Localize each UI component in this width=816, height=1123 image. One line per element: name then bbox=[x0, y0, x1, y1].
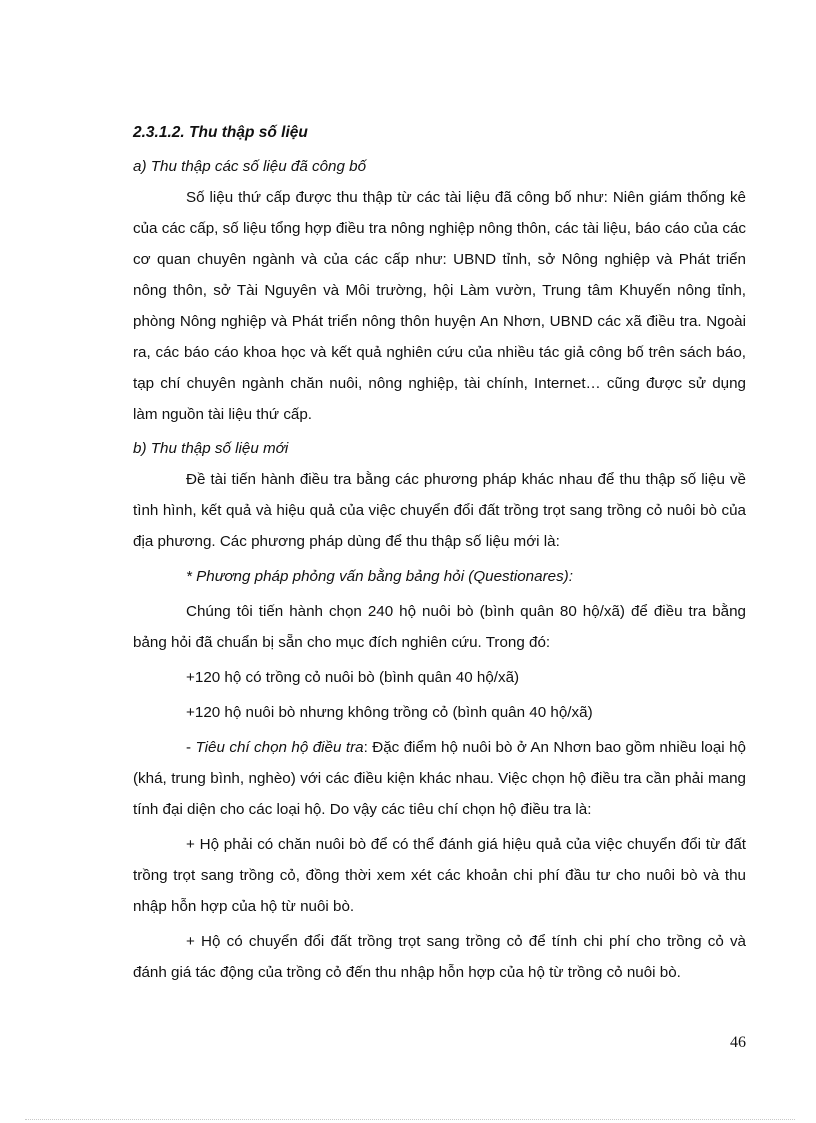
section-heading: 2.3.1.2. Thu thập số liệu bbox=[133, 124, 308, 141]
list-item-grass-households: +120 hộ có trồng cỏ nuôi bò (bình quân 40 hộ/xã) bbox=[186, 669, 520, 686]
paragraph-secondary-data: Số liệu thứ cấp được thu thập từ các tài liệu đã công bố như: Niên giám thống kê của các cấp, số liệu tổng hợp điều tra nông nghiệp nông thôn, các tài liệu, báo cáo của các cơ quan chuyên ngành và của các cấp như: UBND tỉnh, sở Nông nghiệp và Phát triển nông thôn, sở Tài Nguyên và Môi trường, hội Làm vườn, Trung tâm Khuyến nông tỉnh, phòng Nông nghiệp và Phát triển nông thôn huyện An Nhơn, UBND các xã điều tra. Ngoài ra, các báo cáo khoa học và kết quả nghiên cứu của nhiều tác giả công bố trên sách báo, tạp chí chuyên ngành chăn nuôi, nông nghiệp, tài chính, Internet… cũng được sử dụng làm nguồn tài liệu thứ cấp. bbox=[133, 189, 746, 423]
method-title: * Phương pháp phỏng vấn bằng bảng hỏi (Questionares): bbox=[186, 568, 573, 585]
criterion-1: + Hộ phải có chăn nuôi bò để có thể đánh giá hiệu quả của việc chuyển đổi từ đất trồng trọt sang trồng cỏ, đồng thời xem xét các khoản chi phí đầu tư cho nuôi bò và thu nhập hỗn hợp của hộ từ nuôi bò. bbox=[133, 836, 746, 915]
footer-divider bbox=[25, 1119, 795, 1120]
page-body bbox=[133, 118, 746, 988]
page-number: 46 bbox=[730, 1034, 746, 1051]
subsection-a-title: a) Thu thập các số liệu đã công bố bbox=[133, 158, 367, 175]
criteria-label: Tiêu chí chọn hộ điều tra bbox=[195, 739, 364, 756]
paragraph-method: Chúng tôi tiến hành chọn 240 hộ nuôi bò (bình quân 80 hộ/xã) để điều tra bằng bảng hỏi đã chuẩn bị sẵn cho mục đích nghiên cứu. Trong đó: bbox=[133, 603, 746, 651]
paragraph-new-data: Đề tài tiến hành điều tra bằng các phương pháp khác nhau để thu thập số liệu về tình hình, kết quả và hiệu quả của việc chuyển đổi đất trồng trọt sang trồng cỏ nuôi bò của địa phương. Các phương pháp dùng để thu thập số liệu mới là: bbox=[133, 471, 746, 550]
criteria-prefix: - bbox=[186, 739, 196, 756]
subsection-b-title: b) Thu thập số liệu mới bbox=[133, 440, 289, 457]
list-item-no-grass-households: +120 hộ nuôi bò nhưng không trồng cỏ (bình quân 40 hộ/xã) bbox=[186, 704, 593, 721]
paragraph-criteria bbox=[133, 732, 746, 825]
criterion-2: + Hộ có chuyển đổi đất trồng trọt sang trồng cỏ để tính chi phí cho trồng cỏ và đánh giá tác động của trồng cỏ đến thu nhập hỗn hợp của hộ từ trồng cỏ nuôi bò. bbox=[133, 933, 746, 981]
criteria-text: : Đặc điểm hộ nuôi bò ở An Nhơn bao gồm nhiều loại hộ (khá, trung bình, nghèo) với các điều kiện khác nhau. Việc chọn hộ điều tra cần phải mang tính đại diện cho các loại hộ. Do vậy các tiêu chí chọn hộ điều tra là: bbox=[133, 739, 746, 818]
